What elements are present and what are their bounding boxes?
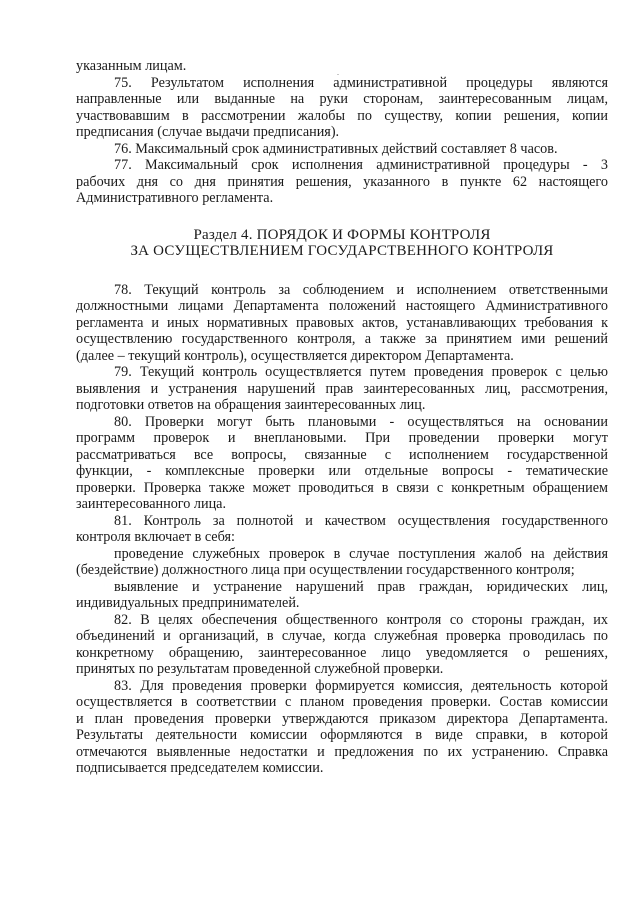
text-line: отмечаются выявленные недостатки и предложения по их устранению. Справка bbox=[76, 743, 608, 760]
text-line: 80. Проверки могут быть плановыми - осуществляться на основании bbox=[114, 413, 608, 430]
text-line: 76. Максимальный срок административных действий составляет 8 часов. bbox=[114, 140, 558, 157]
section-heading bbox=[76, 227, 608, 260]
text-line: Административного регламента. bbox=[76, 190, 274, 206]
text-block-before-section bbox=[76, 58, 608, 207]
text-block-after-section bbox=[76, 282, 608, 777]
text-line: (далее – текущий контроль), осуществляется директором Департамента. bbox=[76, 347, 514, 364]
text-line: предписания (случае выдачи предписания). bbox=[76, 124, 340, 140]
text-line: заинтересованного лица. bbox=[76, 496, 227, 512]
text-line: указанным лицам. bbox=[76, 58, 187, 74]
text-line: выявление и устранение нарушений прав граждан, юридических лиц, bbox=[114, 578, 608, 595]
text-line: направленные или выданные на руки сторонам, заинтересованным лицам, bbox=[76, 91, 608, 107]
text-line: и план проведения проверки утверждаются приказом директора Департамента. bbox=[76, 710, 608, 727]
text-line: регламента и иных нормативных правовых актов, устанавливающих требования к bbox=[76, 314, 608, 331]
paragraph bbox=[76, 414, 608, 513]
text-line: 75. Результатом исполнения административной процедуры являются bbox=[114, 74, 608, 91]
text-line: конкретному обращению, заинтересованное лицо уведомляется о решениях, bbox=[76, 644, 608, 661]
paragraph bbox=[76, 546, 608, 579]
text-line: подписывается председателем комиссии. bbox=[76, 760, 324, 776]
text-line: индивидуальных предпринимателей. bbox=[76, 595, 300, 611]
text-line: рассматриваться все вопросы, связанные с исполнением государственной bbox=[76, 446, 608, 463]
text-line: 77. Максимальный срок исполнения административной процедуры - 3 bbox=[114, 157, 608, 173]
text-line: осуществляется в соответствии с планом проведения проверки. Состав комиссии bbox=[76, 694, 608, 710]
text-line: 81. Контроль за полнотой и качеством осуществления государственного bbox=[114, 512, 608, 529]
text-line: должностными лицами Департамента положений настоящего Административного bbox=[76, 298, 608, 314]
text-line: 82. В целях обеспечения общественного контроля со стороны граждан, их bbox=[114, 611, 608, 628]
paragraph bbox=[76, 579, 608, 612]
text-line: контроля включает в себя: bbox=[76, 529, 235, 545]
paragraph bbox=[76, 513, 608, 546]
paragraph bbox=[76, 364, 608, 414]
text-line: Результаты деятельности комиссии оформляются в виде справки, в которой bbox=[76, 727, 608, 743]
text-line: (бездействие) должностного лица при осуществлении государственного контроля; bbox=[76, 562, 575, 578]
paragraph bbox=[76, 157, 608, 207]
section-heading-line-2: ЗА ОСУЩЕСТВЛЕНИЕМ ГОСУДАРСТВЕННОГО КОНТРОЛЯ bbox=[130, 243, 554, 259]
text-line: рабочих дня со дня принятия решения, указанного в пункте 62 настоящего bbox=[76, 173, 608, 190]
text-line: функции, - комплексные проверки или отдельные вопросы - тематические bbox=[76, 463, 608, 479]
text-line: проверки. Проверка также может проводиться в связи с конкретным обращением bbox=[76, 479, 608, 496]
text-line: выявления и устранения нарушений прав заинтересованных лиц, рассмотрения, bbox=[76, 380, 608, 397]
text-line: 79. Текущий контроль осуществляется путем проведения проверок с целью bbox=[114, 364, 608, 380]
text-line: принятых по результатам проведенной служебной проверки. bbox=[76, 661, 444, 677]
text-line: программ проверок и внеплановыми. При проведении проверки могут bbox=[76, 430, 608, 446]
paragraph bbox=[76, 612, 608, 678]
paragraph bbox=[76, 58, 608, 75]
text-line: участвовавшим в рассмотрении жалобы по существу, копии решения, копии bbox=[76, 107, 608, 124]
text-line: осуществлению государственного контроля, а также за принятием ими решений bbox=[76, 331, 608, 347]
scan-speck bbox=[337, 74, 339, 75]
text-line: подготовки ответов на обращения заинтересованных лиц. bbox=[76, 397, 426, 413]
text-line: проведение служебных проверок в случае поступления жалоб на действия bbox=[114, 545, 608, 562]
paragraph bbox=[76, 141, 608, 158]
text-line: 78. Текущий контроль за соблюдением и исполнением ответственными bbox=[114, 281, 608, 298]
text-line: объединений и организаций, в случае, когда служебная проверка проводилась по bbox=[76, 628, 608, 644]
paragraph bbox=[76, 75, 608, 141]
text-line: 83. Для проведения проверки формируется комиссия, деятельность которой bbox=[114, 677, 608, 694]
paragraph bbox=[76, 678, 608, 777]
paragraph bbox=[76, 282, 608, 365]
section-heading-line-1: Раздел 4. ПОРЯДОК И ФОРМЫ КОНТРОЛЯ bbox=[193, 226, 491, 243]
